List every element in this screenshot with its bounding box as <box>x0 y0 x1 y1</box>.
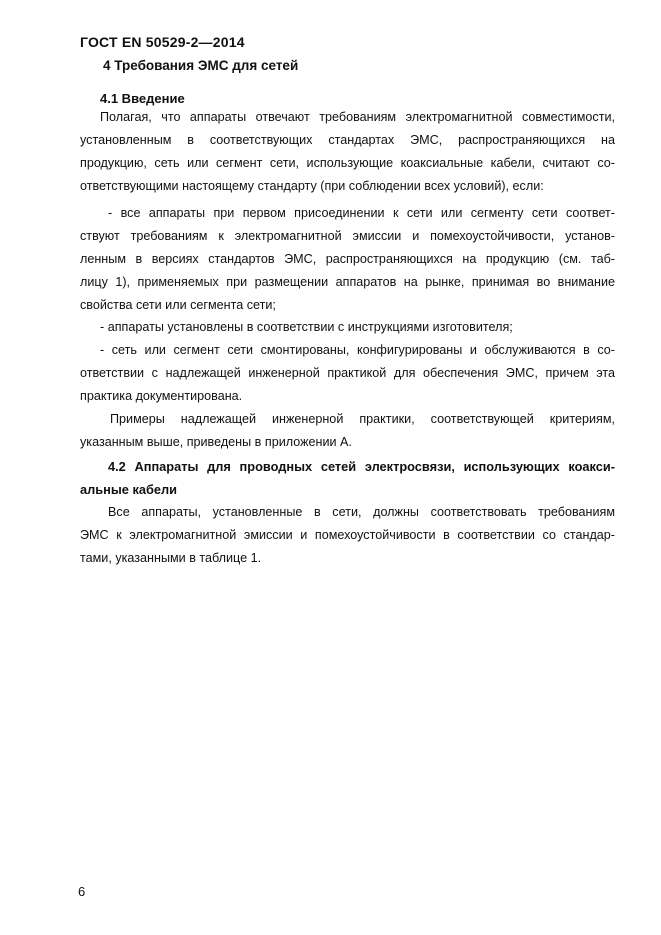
paragraph-line: - все аппараты при первом присоединении к сети или сегменту сети соответ- <box>108 206 615 220</box>
paragraph-line: ответствии с надлежащей инженерной практикой для обеспечения ЭМС, причем эта <box>80 366 615 380</box>
paragraph-line: практика документирована. <box>80 389 243 403</box>
subsection-4-1-title: 4.1 Введение <box>100 91 185 106</box>
heading-line: 4.2 Аппараты для проводных сетей электросвязи, использующих коакси- <box>108 459 615 474</box>
paragraph-line: ответствующими настоящему стандарту (при соблюдении всех условий), если: <box>80 179 544 193</box>
list-item-2 <box>80 316 615 339</box>
list-item-3 <box>80 339 615 408</box>
paragraph-line: свойства сети или сегмента сети; <box>80 298 276 312</box>
paragraph-line: Примеры надлежащей инженерной практики, соответствующей критериям, <box>110 412 615 426</box>
paragraph-line: тами, указанными в таблице 1. <box>80 551 262 565</box>
paragraph-line: - аппараты установлены в соответствии с инструкциями изготовителя; <box>100 320 513 334</box>
section-4-title: 4 Требования ЭМС для сетей <box>103 58 299 73</box>
document-code-header: ГОСТ EN 50529-2—2014 <box>80 34 245 50</box>
intro-paragraph <box>80 106 615 198</box>
paragraph-line: ЭМС к электромагнитной эмиссии и помехоустойчивости в соответствии со стандар- <box>80 528 615 542</box>
paragraph-line: - сеть или сегмент сети смонтированы, конфигурированы и обслуживаются в со- <box>100 343 615 357</box>
heading-line: альные кабели <box>80 482 177 497</box>
paragraph-line: продукцию, сеть или сегмент сети, использующие коаксиальные кабели, считают со- <box>80 156 615 170</box>
paragraph-line: ствуют требованиям к электромагнитной эмиссии и помехоустойчивости, установ- <box>80 229 615 243</box>
examples-paragraph <box>80 408 615 454</box>
paragraph-line: установленным в соответствующих стандартах ЭМС, распространяющихся на <box>80 133 615 147</box>
paragraph-line: ленным в версиях стандартов ЭМС, распространяющихся на продукцию (см. таб- <box>80 252 615 266</box>
page-number: 6 <box>78 884 86 899</box>
list-item-1 <box>80 202 615 317</box>
paragraph-line: Все аппараты, установленные в сети, должны соответствовать требованиям <box>108 505 615 519</box>
subsection-4-2-body <box>80 501 615 570</box>
paragraph-line: указанным выше, приведены в приложении А. <box>80 435 352 449</box>
paragraph-line: лицу 1), применяемых при размещении аппаратов на рынке, принимая во внимание <box>80 275 615 289</box>
paragraph-line: Полагая, что аппараты отвечают требованиям электромагнитной совместимости, <box>100 110 615 124</box>
subsection-4-2-title <box>80 455 615 501</box>
